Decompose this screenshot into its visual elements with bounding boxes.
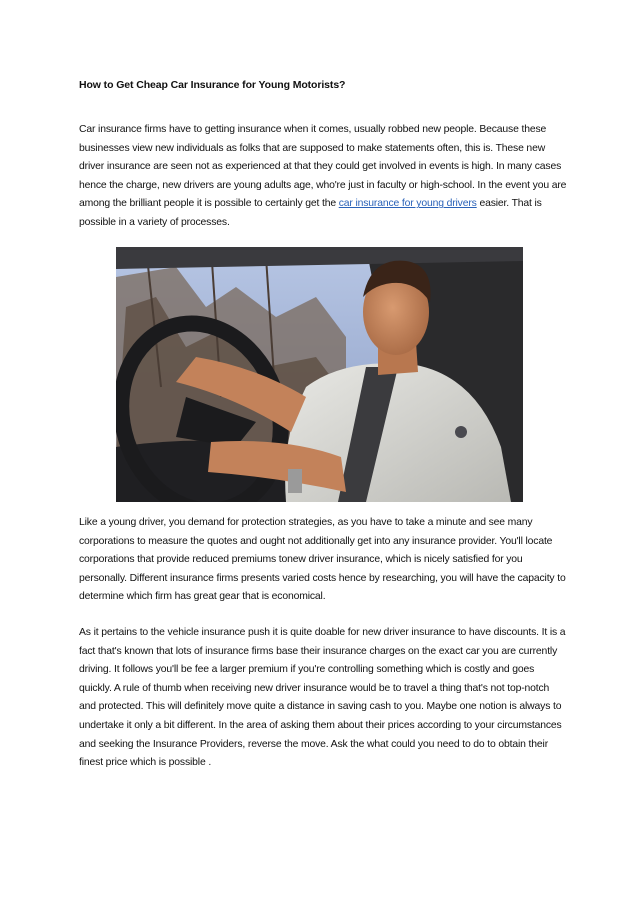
intro-text-before: Car insurance firms have to getting insurance when it comes, usually robbed new people. Because these businesses view new individuals as folks that are supposed to make statements often, this is. These new driver insurance are seen not as experienced at that they could get involved in events is high. In many cases hence the charge, new drivers are young adults age, who're just in faculty or high-school. In the event you are among the brilliant people it is possible to certainly get the [79, 124, 567, 210]
intro-text-after: easier. That is possible in a variety of processes. [79, 198, 542, 228]
young-driver-photo [116, 247, 523, 502]
paragraph-intro [79, 121, 567, 233]
paragraph-discounts: As it pertains to the vehicle insurance push it is quite doable for new driver insurance to have discounts. It is a fact that's known that lots of insurance firms base their insurance charges on the exact car you are currently driving. It follows you'll be fee a larger premium if you're controlling something which is costly and goes quickly. A rule of thumb when receiving new driver insurance would be to travel a thing that's not top-notch and protected. This will definitely move quite a distance in saving cash to you. Maybe one notion is always to undertake it only a bit different. In the area of asking them about their prices according to your circumstances and seeking the Insurance Providers, reverse the move. Ask the what could you need to do to obtain their finest price which is possible . [79, 627, 566, 769]
document-title: How to Get Cheap Car Insurance for Young Motorists? [79, 79, 346, 91]
car-insurance-young-drivers-link[interactable]: car insurance for young drivers [338, 198, 477, 210]
paragraph-protection: Like a young driver, you demand for protection strategies, as you have to take a minute and see many corporations to measure the quotes and ought not additionally get into any insurance provider. You'll locate corporations that provide reduced premiums tonew driver insurance, which is nicely satisfied for you personally. Different insurance firms presents varied costs hence by researching, you will have the capacity to determine which firm has great gear that is economical. [79, 517, 566, 603]
